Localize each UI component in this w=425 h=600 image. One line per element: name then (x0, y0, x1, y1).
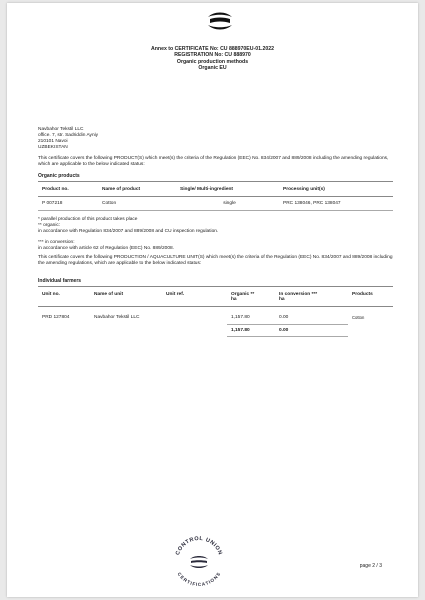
unit-name: Navbahor Tekstil LLC (94, 315, 140, 320)
intro-products-text: This certificate covers the following PRODUCT(S) which meet(s) the criteria of the Regulation (EEC) No. 834/2007 and 889/2008 including the amending regulations, which are applicable to the below indicated status: (38, 156, 389, 167)
svg-text:CONTROL UNION (175, 536, 223, 556)
total-row (38, 325, 393, 337)
table-row (38, 307, 393, 325)
column-header: Product no. (38, 183, 98, 197)
certificate-page (7, 3, 418, 597)
table-header-row (38, 183, 393, 197)
address-line: UZBEKISTAN (38, 145, 68, 150)
section-divider (38, 286, 393, 287)
product-number: P 007218 (38, 197, 98, 211)
organic-total: 1,157.80 (227, 325, 275, 337)
column-header: Name of product (98, 183, 176, 197)
column-header: Unit ref. (162, 288, 227, 307)
certification-stamp-icon (166, 528, 232, 594)
column-header: Products (348, 288, 393, 307)
note-organic-label: ** organic: (38, 223, 61, 228)
stamp-bottom-text: CERTIFICATIONS (176, 571, 222, 588)
production-method: Organic production methods (176, 58, 249, 65)
column-header: Organic ** ha (227, 288, 275, 307)
address-line: office. 7, str. Sadriddin Ayniy (38, 133, 99, 138)
table-row (38, 197, 393, 211)
organic-ha: 1,157.80 (231, 315, 250, 320)
product-name: Cotton (98, 197, 176, 211)
products-table (38, 183, 393, 211)
table-header-row (38, 288, 393, 307)
note-organic-text: in accordance with Regulation 834/2007 and 889/2008 and CU inspection regulation. (38, 229, 219, 234)
column-header: Unit no. (38, 288, 90, 307)
annex-title: Annex to CERTIFICATE No: CU 888970EU-01.2022 (151, 46, 274, 52)
ingredient-type: single (176, 197, 279, 211)
column-header: Processing unit(s) (279, 183, 393, 197)
standard-name: Organic EU (198, 65, 227, 72)
address-line: 210101 Navoi (38, 139, 68, 144)
farmers-table (38, 288, 393, 337)
column-header: In conversion *** ha (275, 288, 348, 307)
conversion-ha: 0.00 (279, 315, 289, 320)
column-header: Single/ Multi-ingredient (176, 183, 279, 197)
section-divider (38, 181, 393, 182)
address-line: Navbahor Tekstil LLC (38, 127, 84, 132)
note-conversion-text: in accordance with article 62 of Regulation (EEC) No. 889/2008. (38, 246, 174, 251)
stamp-top-text: CONTROL UNION (174, 535, 224, 557)
unit-ref (162, 307, 227, 325)
section-organic-products: Organic products (38, 173, 80, 179)
footnotes (38, 217, 393, 252)
page-number: page 2 / 3 (359, 563, 382, 569)
intro-units-text: This certificate covers the following PRODUCTION / AQUACULTURE UNIT(S) which meet(s) the criteria of the Regulation (EEC) No. 834/2007 and 889/2008 including the amending regulations, which are applicable to the below indicated status: (38, 255, 393, 266)
operator-address (38, 127, 98, 151)
processing-units: PRC 138046, PRC 138047 (279, 197, 393, 211)
unit-products: Cotton (352, 315, 365, 320)
column-header: Name of unit (90, 288, 162, 307)
section-individual-farmers: Individual farmers (38, 278, 82, 284)
note-conversion-label: *** in conversion: (38, 240, 75, 245)
unit-number: PRD 127804 (42, 315, 70, 320)
control-union-logo-icon (200, 9, 240, 33)
svg-text:CERTIFICATIONS (177, 571, 222, 587)
registration-number: REGISTRATION No: CU 888970 (174, 52, 251, 59)
certificate-header (7, 46, 418, 72)
note-parallel: * parallel production of this product takes place (38, 217, 138, 222)
conversion-total: 0.00 (275, 325, 348, 337)
